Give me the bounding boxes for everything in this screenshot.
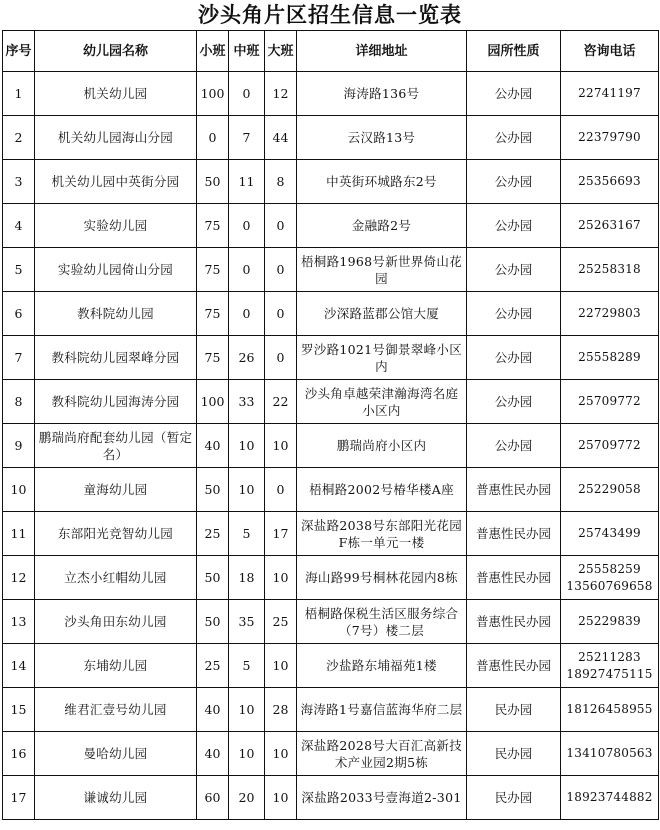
cell-middle-class: 7	[229, 116, 265, 160]
table-row	[3, 204, 659, 248]
cell-nature: 普惠性民办园	[467, 600, 561, 644]
cell-address: 梧桐路1968号新世界倚山花园	[297, 248, 467, 292]
phone-number: 22729803	[578, 306, 641, 320]
cell-phone	[561, 248, 659, 292]
cell-middle-class: 0	[229, 248, 265, 292]
cell-kindergarten-name: 东埔幼儿园	[35, 644, 197, 688]
cell-kindergarten-name: 东部阳光竞智幼儿园	[35, 512, 197, 556]
cell-kindergarten-name: 维君汇壹号幼儿园	[35, 688, 197, 732]
phone-number: 25211283	[578, 649, 641, 664]
cell-middle-class: 0	[229, 72, 265, 116]
table-row	[3, 556, 659, 600]
table-row	[3, 644, 659, 688]
cell-middle-class: 11	[229, 160, 265, 204]
table-row	[3, 336, 659, 380]
cell-kindergarten-name: 童海幼儿园	[35, 468, 197, 512]
cell-middle-class: 33	[229, 380, 265, 424]
cell-no: 9	[3, 424, 35, 468]
cell-phone	[561, 116, 659, 160]
phone-number: 25258318	[578, 262, 641, 276]
cell-phone	[561, 424, 659, 468]
cell-address: 中英街环城路东2号	[297, 160, 467, 204]
cell-large-class: 0	[265, 336, 297, 380]
cell-address: 鹏瑞尚府小区内	[297, 424, 467, 468]
table-row	[3, 732, 659, 776]
cell-address: 深盐路2033号壹海道2-301	[297, 776, 467, 820]
cell-kindergarten-name: 谦诚幼儿园	[35, 776, 197, 820]
cell-large-class: 44	[265, 116, 297, 160]
cell-nature: 公办园	[467, 116, 561, 160]
cell-small-class: 50	[197, 468, 229, 512]
cell-kindergarten-name: 教科院幼儿园翠峰分园	[35, 336, 197, 380]
cell-nature: 普惠性民办园	[467, 644, 561, 688]
cell-large-class: 8	[265, 160, 297, 204]
cell-no: 10	[3, 468, 35, 512]
cell-middle-class: 5	[229, 512, 265, 556]
header-middle-class: 中班	[229, 31, 265, 72]
table-row	[3, 776, 659, 820]
cell-phone	[561, 776, 659, 820]
cell-kindergarten-name: 曼哈幼儿园	[35, 732, 197, 776]
cell-large-class: 10	[265, 644, 297, 688]
phone-number: 18927475115	[566, 666, 653, 681]
cell-large-class: 12	[265, 72, 297, 116]
header-nature: 园所性质	[467, 31, 561, 72]
cell-small-class: 25	[197, 644, 229, 688]
phone-number: 18923744882	[566, 790, 653, 804]
cell-small-class: 40	[197, 688, 229, 732]
cell-address: 深盐路2038号东部阳光花园F栋一单元一楼	[297, 512, 467, 556]
cell-nature: 公办园	[467, 380, 561, 424]
cell-large-class: 0	[265, 248, 297, 292]
cell-nature: 公办园	[467, 204, 561, 248]
cell-address: 沙头角卓越荣津瀚海湾名庭小区内	[297, 380, 467, 424]
cell-small-class: 100	[197, 380, 229, 424]
cell-kindergarten-name: 教科院幼儿园海涛分园	[35, 380, 197, 424]
cell-kindergarten-name: 鹏瑞尚府配套幼儿园（暂定名）	[35, 424, 197, 468]
table-row	[3, 600, 659, 644]
table-row	[3, 424, 659, 468]
cell-kindergarten-name: 机关幼儿园海山分园	[35, 116, 197, 160]
cell-large-class: 0	[265, 292, 297, 336]
header-address: 详细地址	[297, 31, 467, 72]
cell-nature: 公办园	[467, 292, 561, 336]
cell-small-class: 50	[197, 600, 229, 644]
cell-nature: 民办园	[467, 776, 561, 820]
cell-no: 5	[3, 248, 35, 292]
header-small-class: 小班	[197, 31, 229, 72]
enrollment-table	[2, 30, 659, 820]
cell-phone	[561, 644, 659, 688]
cell-large-class: 0	[265, 468, 297, 512]
cell-no: 12	[3, 556, 35, 600]
cell-no: 2	[3, 116, 35, 160]
cell-large-class: 22	[265, 380, 297, 424]
cell-middle-class: 18	[229, 556, 265, 600]
cell-nature: 普惠性民办园	[467, 556, 561, 600]
header-no: 序号	[3, 31, 35, 72]
cell-large-class: 10	[265, 556, 297, 600]
cell-small-class: 40	[197, 424, 229, 468]
cell-phone	[561, 204, 659, 248]
cell-phone	[561, 600, 659, 644]
cell-address: 海涛路136号	[297, 72, 467, 116]
cell-large-class: 10	[265, 776, 297, 820]
cell-address: 金融路2号	[297, 204, 467, 248]
cell-kindergarten-name: 教科院幼儿园	[35, 292, 197, 336]
phone-number: 25558259	[578, 561, 641, 576]
cell-no: 1	[3, 72, 35, 116]
cell-no: 4	[3, 204, 35, 248]
phone-number: 13410780563	[566, 746, 653, 760]
cell-middle-class: 5	[229, 644, 265, 688]
cell-kindergarten-name: 机关幼儿园中英街分园	[35, 160, 197, 204]
phone-number: 22741197	[578, 86, 641, 100]
cell-middle-class: 10	[229, 688, 265, 732]
table-row	[3, 72, 659, 116]
cell-middle-class: 10	[229, 424, 265, 468]
cell-phone	[561, 512, 659, 556]
cell-no: 16	[3, 732, 35, 776]
cell-small-class: 25	[197, 512, 229, 556]
cell-small-class: 75	[197, 336, 229, 380]
header-name: 幼儿园名称	[35, 31, 197, 72]
cell-nature: 公办园	[467, 160, 561, 204]
cell-small-class: 40	[197, 732, 229, 776]
cell-address: 梧桐路2002号椿华楼A座	[297, 468, 467, 512]
table-body	[3, 72, 659, 820]
cell-small-class: 75	[197, 248, 229, 292]
cell-middle-class: 10	[229, 468, 265, 512]
table-row	[3, 380, 659, 424]
cell-address: 深盐路2028号大百汇高新技术产业园2期5栋	[297, 732, 467, 776]
cell-kindergarten-name: 沙头角田东幼儿园	[35, 600, 197, 644]
cell-nature: 公办园	[467, 72, 561, 116]
cell-nature: 公办园	[467, 424, 561, 468]
table-title: 沙头角片区招生信息一览表	[198, 2, 462, 27]
cell-large-class: 17	[265, 512, 297, 556]
cell-middle-class: 0	[229, 204, 265, 248]
cell-small-class: 75	[197, 204, 229, 248]
cell-address: 海涛路1号嘉信蓝海华府二层	[297, 688, 467, 732]
cell-nature: 民办园	[467, 732, 561, 776]
cell-address: 海山路99号桐林花园内8栋	[297, 556, 467, 600]
cell-address: 梧桐路保税生活区服务综合（7号）楼二层	[297, 600, 467, 644]
cell-small-class: 50	[197, 556, 229, 600]
table-row	[3, 160, 659, 204]
phone-number: 25743499	[578, 526, 641, 540]
cell-kindergarten-name: 实验幼儿园	[35, 204, 197, 248]
cell-kindergarten-name: 立杰小红帽幼儿园	[35, 556, 197, 600]
cell-small-class: 100	[197, 72, 229, 116]
table-row	[3, 292, 659, 336]
cell-phone	[561, 380, 659, 424]
cell-phone	[561, 468, 659, 512]
cell-small-class: 50	[197, 160, 229, 204]
phone-number: 13560769658	[566, 578, 653, 593]
cell-no: 8	[3, 380, 35, 424]
table-row	[3, 688, 659, 732]
cell-nature: 普惠性民办园	[467, 468, 561, 512]
cell-large-class: 10	[265, 424, 297, 468]
cell-no: 11	[3, 512, 35, 556]
cell-phone	[561, 732, 659, 776]
phone-number: 22379790	[578, 130, 641, 144]
cell-phone	[561, 72, 659, 116]
cell-no: 14	[3, 644, 35, 688]
phone-number: 25709772	[578, 394, 641, 408]
header-row	[3, 31, 659, 72]
phone-number: 25229058	[578, 482, 641, 496]
table-row	[3, 116, 659, 160]
cell-large-class: 28	[265, 688, 297, 732]
cell-phone	[561, 556, 659, 600]
cell-address: 云汉路13号	[297, 116, 467, 160]
cell-phone	[561, 688, 659, 732]
cell-no: 6	[3, 292, 35, 336]
cell-address: 沙盐路东埔福苑1楼	[297, 644, 467, 688]
phone-number: 25356693	[578, 174, 641, 188]
cell-no: 13	[3, 600, 35, 644]
cell-large-class: 25	[265, 600, 297, 644]
phone-number: 25709772	[578, 438, 641, 452]
cell-no: 7	[3, 336, 35, 380]
phone-number: 25263167	[578, 218, 641, 232]
cell-no: 3	[3, 160, 35, 204]
phone-number: 18126458955	[566, 702, 653, 716]
cell-nature: 公办园	[467, 336, 561, 380]
phone-number: 25558289	[578, 350, 641, 364]
cell-large-class: 0	[265, 204, 297, 248]
cell-phone	[561, 336, 659, 380]
cell-address: 罗沙路1021号御景翠峰小区内	[297, 336, 467, 380]
cell-nature: 民办园	[467, 688, 561, 732]
cell-kindergarten-name: 机关幼儿园	[35, 72, 197, 116]
cell-small-class: 60	[197, 776, 229, 820]
table-row	[3, 248, 659, 292]
cell-large-class: 10	[265, 732, 297, 776]
cell-middle-class: 20	[229, 776, 265, 820]
cell-no: 17	[3, 776, 35, 820]
table-row	[3, 512, 659, 556]
cell-middle-class: 26	[229, 336, 265, 380]
cell-middle-class: 0	[229, 292, 265, 336]
table-row	[3, 468, 659, 512]
cell-small-class: 0	[197, 116, 229, 160]
header-large-class: 大班	[265, 31, 297, 72]
header-phone: 咨询电话	[561, 31, 659, 72]
cell-nature: 普惠性民办园	[467, 512, 561, 556]
cell-address: 沙深路蓝郡公馆大厦	[297, 292, 467, 336]
phone-number: 25229839	[578, 614, 641, 628]
cell-phone	[561, 160, 659, 204]
cell-middle-class: 35	[229, 600, 265, 644]
cell-nature: 公办园	[467, 248, 561, 292]
cell-kindergarten-name: 实验幼儿园倚山分园	[35, 248, 197, 292]
cell-small-class: 75	[197, 292, 229, 336]
cell-phone	[561, 292, 659, 336]
cell-no: 15	[3, 688, 35, 732]
cell-middle-class: 10	[229, 732, 265, 776]
